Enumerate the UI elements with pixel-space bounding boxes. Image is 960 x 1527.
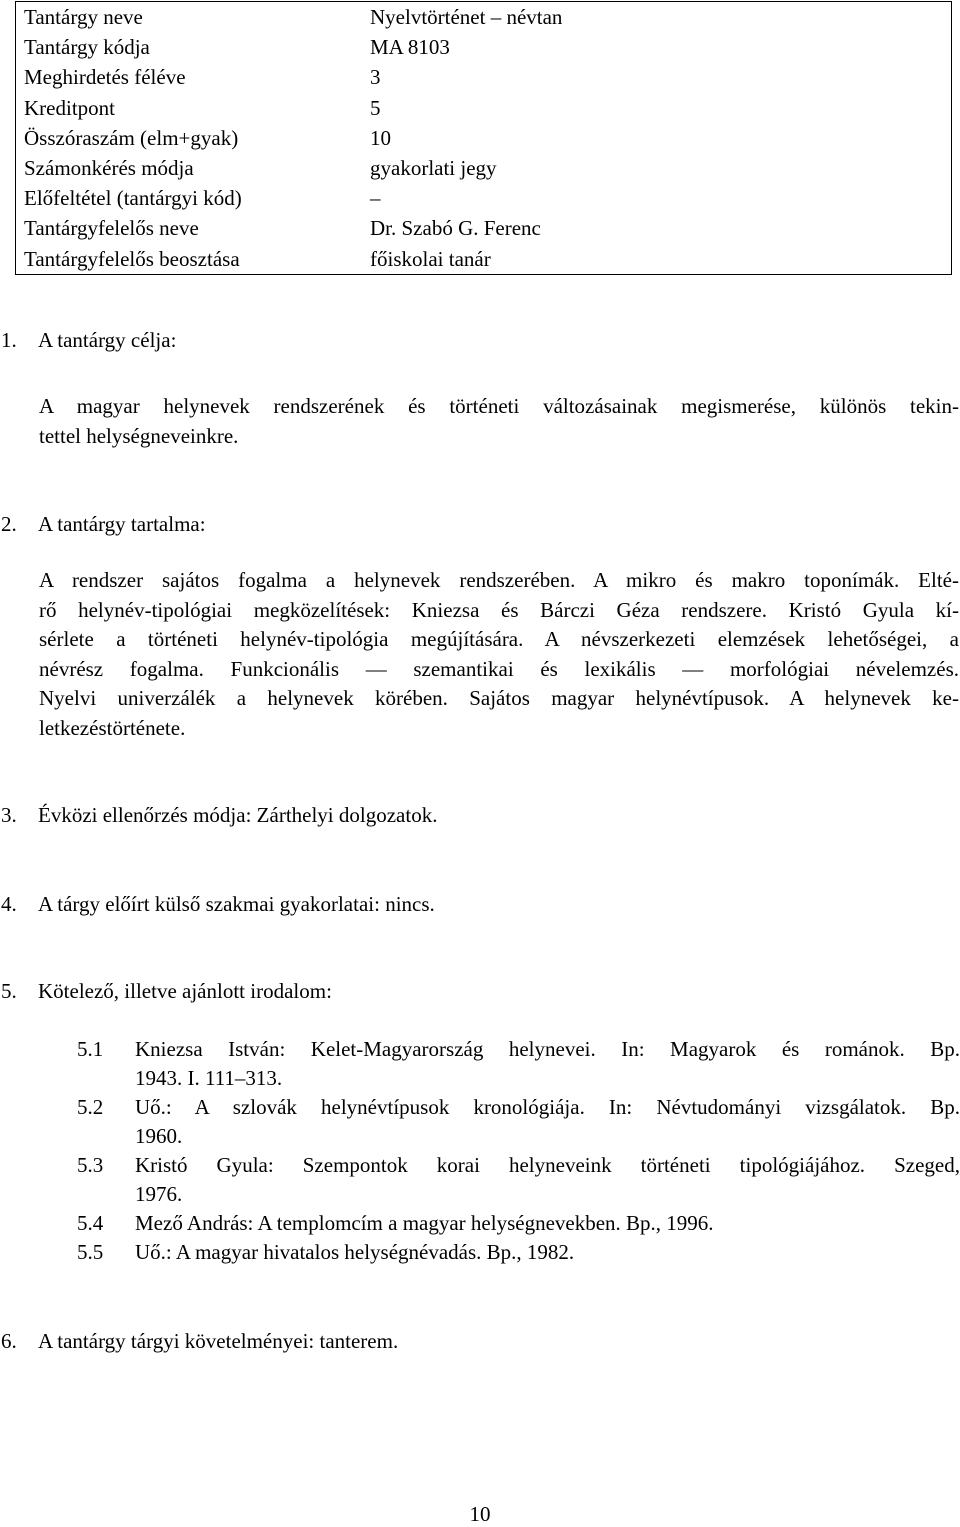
paragraph-line: névrész fogalma. Funkcionális — szemantikai és lexikális — morfológiai névelemzés. <box>39 656 959 681</box>
info-value: főiskolai tanár <box>370 246 491 271</box>
section-2-heading <box>0 509 960 539</box>
info-value: 5 <box>370 95 381 120</box>
paragraph-line: letkezéstörténete. <box>39 715 186 740</box>
reference-number: 5.5 <box>77 1240 104 1264</box>
section-title: Kötelező, illetve ajánlott irodalom: <box>38 979 332 1003</box>
info-value: gyakorlati jegy <box>370 156 497 181</box>
info-label: Számonkérés módja <box>24 156 194 181</box>
course-info-table <box>15 1 952 275</box>
section-title: A tárgy előírt külső szakmai gyakorlatai: nincs. <box>38 892 435 916</box>
section-number: 5. <box>1 979 17 1003</box>
reference-number: 5.1 <box>77 1037 104 1061</box>
info-label: Összóraszám (elm+gyak) <box>24 125 239 150</box>
info-label: Kreditpont <box>24 95 115 120</box>
paragraph-line: A magyar helynevek rendszerének és történeti változásainak megismerése, különös tekin- <box>39 394 959 418</box>
info-row <box>16 244 952 275</box>
reference-line: 1976. <box>135 1182 183 1206</box>
info-value: Dr. Szabó G. Ferenc <box>370 216 541 241</box>
info-label: Tantárgyfelelős beosztása <box>24 246 240 271</box>
reference-number: 5.3 <box>77 1153 104 1177</box>
info-value: Nyelvtörténet – névtan <box>370 5 563 30</box>
section-2-body <box>39 566 959 743</box>
info-value: MA 8103 <box>370 35 450 60</box>
reference-line: Kniezsa István: Kelet-Magyarország helynevei. In: Magyarok és románok. Bp. <box>135 1037 960 1061</box>
info-row <box>16 62 952 92</box>
reference-item <box>77 1151 960 1209</box>
info-label: Tantárgyfelelős neve <box>24 216 199 241</box>
section-number: 1. <box>1 328 17 352</box>
reference-number: 5.2 <box>77 1095 104 1119</box>
info-value: 3 <box>370 65 381 90</box>
reference-item <box>77 1035 960 1093</box>
info-value: 10 <box>370 125 391 150</box>
info-value: – <box>370 186 381 211</box>
section-title: A tantárgy célja: <box>38 328 177 352</box>
section-1-heading <box>0 325 960 355</box>
reference-list <box>77 1035 960 1267</box>
section-3-heading <box>0 800 960 830</box>
info-row <box>16 32 952 62</box>
section-number: 6. <box>1 1329 17 1353</box>
info-row <box>16 2 952 33</box>
info-row <box>16 93 952 123</box>
section-number: 4. <box>1 892 17 916</box>
section-6-heading <box>0 1326 960 1356</box>
page-number: 10 <box>469 1502 491 1526</box>
paragraph-line: Nyelvi univerzálék a helynevek körében. Sajátos magyar helynévtípusok. A helynevek ke- <box>39 686 959 710</box>
reference-item <box>77 1093 960 1151</box>
section-4-heading <box>0 889 960 919</box>
reference-line: 1960. <box>135 1124 183 1148</box>
info-row <box>16 153 952 183</box>
info-row <box>16 183 952 213</box>
reference-item <box>77 1209 960 1238</box>
info-label: Tantárgy kódja <box>24 35 150 60</box>
info-label: Tantárgy neve <box>24 5 143 30</box>
reference-line: Mező András: A templomcím a magyar helységnevekben. Bp., 1996. <box>135 1211 714 1235</box>
paragraph-line: rő helynév-tipológiai megközelítések: Kniezsa és Bárczi Géza rendszere. Kristó Gyula kí- <box>39 597 959 622</box>
section-1-body <box>39 392 959 451</box>
paragraph-line: tettel helységneveinkre. <box>39 423 239 448</box>
section-number: 2. <box>1 512 17 536</box>
paragraph-line: A rendszer sajátos fogalma a helynevek rendszerében. A mikro és makro toponímák. Elté- <box>39 568 959 592</box>
info-row <box>16 213 952 243</box>
reference-line: 1943. I. 111–313. <box>135 1066 283 1090</box>
paragraph-line: sérlete a történeti helynév-tipológia megújítására. A névszerkezeti elemzések lehetőségei, a <box>39 627 959 651</box>
section-number: 3. <box>1 803 17 827</box>
reference-line: Uő.: A magyar hivatalos helységnévadás. Bp., 1982. <box>135 1240 575 1264</box>
section-title: A tantárgy tárgyi követelményei: tanterem. <box>38 1329 399 1353</box>
section-5-heading <box>0 976 960 1006</box>
section-title: A tantárgy tartalma: <box>38 512 206 536</box>
info-label: Meghirdetés féléve <box>24 65 186 90</box>
reference-line: Kristó Gyula: Szempontok korai helyneveink történeti tipológiájához. Szeged, <box>135 1153 960 1177</box>
reference-number: 5.4 <box>77 1211 104 1235</box>
section-title: Évközi ellenőrzés módja: Zárthelyi dolgozatok. <box>38 803 438 827</box>
reference-line: Uő.: A szlovák helynévtípusok kronológiája. In: Névtudományi vizsgálatok. Bp. <box>135 1095 960 1119</box>
reference-item <box>77 1238 960 1267</box>
info-row <box>16 123 952 153</box>
info-label: Előfeltétel (tantárgyi kód) <box>24 186 242 211</box>
